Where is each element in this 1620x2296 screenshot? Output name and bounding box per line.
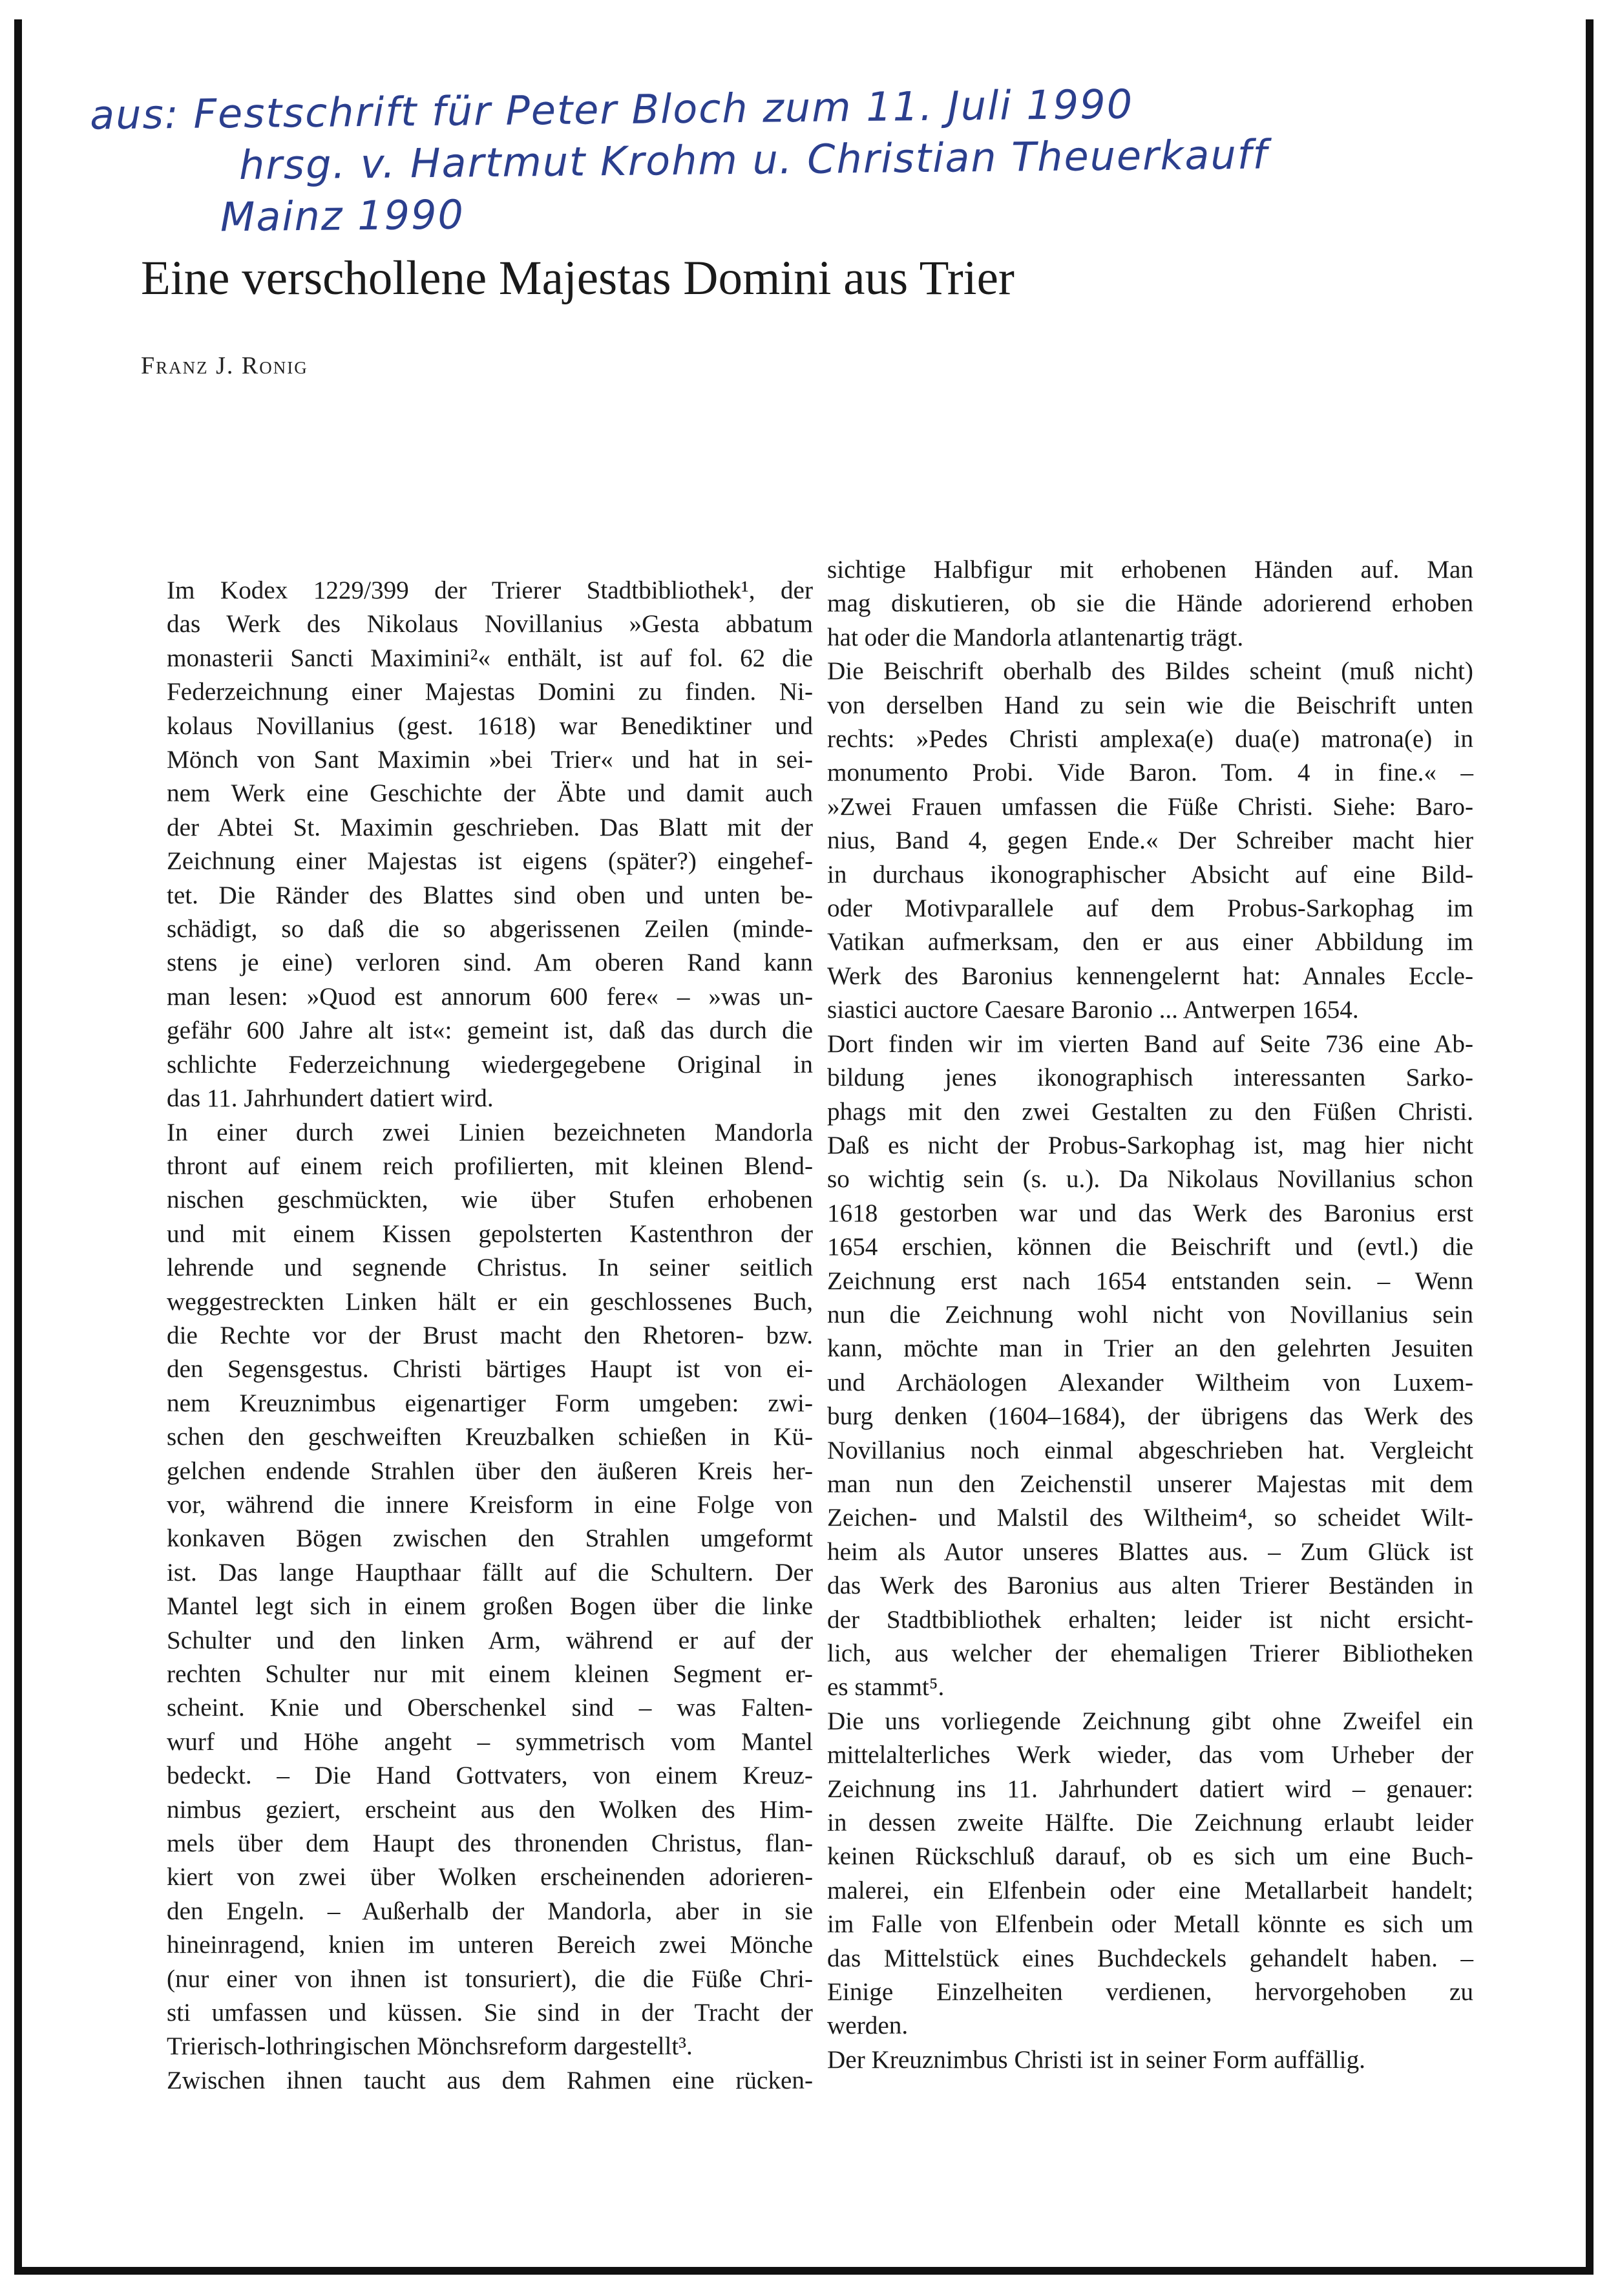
handwritten-line: aus: Festschrift für Peter Bloch zum 11. Juli 1990 xyxy=(89,80,1134,139)
text-line: siastici auctore Caesare Baronio ... Antwerpen 1654. xyxy=(827,996,1359,1024)
text-line: scheint. Knie und Oberschenkel sind – was Falten- xyxy=(167,1694,813,1722)
text-line: das Werk des Baronius aus alten Trierer Beständen in xyxy=(827,1572,1473,1600)
text-line: schädigt, so daß die so abgerissenen Zeilen (minde- xyxy=(167,915,813,943)
text-line: es stammt⁵. xyxy=(827,1673,945,1701)
text-line: konkaven Bögen zwischen den Strahlen umgeformt xyxy=(167,1524,813,1553)
text-line: das Mittelstück eines Buchdeckels gehandelt haben. – xyxy=(827,1944,1473,1972)
text-line: hineinragend, knien im unteren Bereich zwei Mönche xyxy=(167,1931,813,1959)
text-line: in durchaus ikonographischer Absicht auf eine Bild- xyxy=(827,860,1473,889)
text-line: und mit einem Kissen gepolsterten Kastenthron der xyxy=(167,1219,813,1248)
text-line: hat oder die Mandorla atlantenartig trägt. xyxy=(827,623,1244,651)
text-line: das Werk des Nikolaus Novillanius »Gesta abbatum xyxy=(167,610,813,638)
text-line: Die Beischrift oberhalb des Bildes scheint (muß nicht) xyxy=(827,657,1473,686)
text-line: man lesen: »Quod est annorum 600 fere« – »was un- xyxy=(167,982,813,1011)
text-line: den Segensgestus. Christi bärtiges Haupt ist von ei- xyxy=(167,1355,813,1384)
text-line: In einer durch zwei Linien bezeichneten Mandorla xyxy=(167,1118,813,1146)
text-line: heim als Autor unseres Blattes aus. – Zum Glück ist xyxy=(827,1537,1473,1566)
text-line: Vatikan aufmerksam, den er aus einer Abbildung im xyxy=(827,928,1473,956)
text-line: Mönch von Sant Maximin »bei Trier« und hat in sei- xyxy=(167,746,813,774)
text-line: ist. Das lange Haupthaar fällt auf die Schultern. Der xyxy=(167,1558,813,1586)
text-line: thront auf einem reich profilierten, mit kleinen Blend- xyxy=(167,1152,813,1180)
text-line: mels über dem Haupt des thronenden Christus, flan- xyxy=(167,1829,813,1858)
text-line: Werk des Baronius kennengelernt hat: Annales Eccle- xyxy=(827,962,1473,990)
text-line: man nun den Zeichenstil unserer Majestas mit dem xyxy=(827,1469,1473,1498)
text-line: Zeichnung ins 11. Jahrhundert datiert wird – genauer: xyxy=(827,1775,1473,1803)
text-line: kolaus Novillanius (gest. 1618) war Benediktiner und xyxy=(167,711,813,740)
text-line: Zeichen- und Malstil des Wiltheim⁴, so scheidet Wilt- xyxy=(827,1504,1473,1532)
text-line: sichtige Halbfigur mit erhobenen Händen auf. Man xyxy=(827,556,1473,584)
text-line: (nur einer von ihnen ist tonsuriert), die die Füße Chri- xyxy=(167,1964,813,1993)
text-line: Zwischen ihnen taucht aus dem Rahmen eine rücken- xyxy=(167,2066,813,2094)
text-line: Einige Einzelheiten verdienen, hervorgehoben zu xyxy=(827,1978,1473,2006)
text-line: phags mit den zwei Gestalten zu den Füßen Christi. xyxy=(827,1097,1473,1126)
text-line: nischen geschmückten, wie über Stufen erhobenen xyxy=(167,1186,813,1214)
text-line: bedeckt. – Die Hand Gottvaters, von einem Kreuz- xyxy=(167,1762,813,1790)
text-line: Schulter und den linken Arm, während er auf der xyxy=(167,1626,813,1654)
text-line: nem Werk eine Geschichte der Äbte und damit auch xyxy=(167,779,813,808)
text-line: so wichtig sein (s. u.). Da Nikolaus Novillanius schon xyxy=(827,1165,1473,1194)
text-line: Dort finden wir im vierten Band auf Seite 736 eine Ab- xyxy=(827,1029,1473,1058)
text-line: der Stadtbibliothek erhalten; leider ist nicht ersicht- xyxy=(827,1605,1473,1634)
text-line: Zeichnung erst nach 1654 entstanden sein. – Wenn xyxy=(827,1267,1473,1295)
text-line: oder Motivparallele auf dem Probus-Sarkophag im xyxy=(827,894,1473,923)
text-line: Zeichnung einer Majestas ist eigens (später?) eingehef- xyxy=(167,847,813,876)
text-line: sti umfassen und küssen. Sie sind in der Tracht der xyxy=(167,1999,813,2027)
text-line: Trierisch-lothringischen Mönchsreform dargestellt³. xyxy=(167,2032,693,2061)
text-line: Daß es nicht der Probus-Sarkophag ist, mag hier nicht xyxy=(827,1131,1473,1159)
text-line: »Zwei Frauen umfassen die Füße Christi. Siehe: Baro- xyxy=(827,792,1473,821)
text-line: im Falle von Elfenbein oder Metall könnte es sich um xyxy=(827,1910,1473,1939)
text-line: nius, Band 4, gegen Ende.« Der Schreiber macht hier xyxy=(827,827,1473,855)
text-line: 1618 gestorben war und das Werk des Baronius erst xyxy=(827,1199,1473,1227)
text-line: mag diskutieren, ob sie die Hände adorierend erhoben xyxy=(827,589,1473,618)
text-line: schlichte Federzeichnung wiedergegebene Original in xyxy=(167,1050,813,1079)
text-line: nimbus geziert, erscheint aus den Wolken des Him- xyxy=(167,1795,813,1824)
text-line: das 11. Jahrhundert datiert wird. xyxy=(167,1084,494,1113)
text-line: nun die Zeichnung wohl nicht von Novillanius sein xyxy=(827,1300,1473,1329)
text-line: kiert von zwei über Wolken erscheinenden adorieren- xyxy=(167,1863,813,1891)
text-line: in dessen zweite Hälfte. Die Zeichnung erlaubt leider xyxy=(827,1809,1473,1837)
text-line: monumento Probi. Vide Baron. Tom. 4 in fine.« – xyxy=(827,759,1473,787)
text-line: gefähr 600 Jahre alt ist«: gemeint ist, daß das durch die xyxy=(167,1016,813,1045)
text-line: Novillanius noch einmal abgeschrieben hat. Vergleicht xyxy=(827,1436,1473,1464)
text-line: Die uns vorliegende Zeichnung gibt ohne Zweifel ein xyxy=(827,1707,1473,1735)
text-line: Federzeichnung einer Majestas Domini zu finden. Ni- xyxy=(167,678,813,706)
text-line: burg denken (1604–1684), der übrigens das Werk des xyxy=(827,1402,1473,1431)
text-line: Mantel legt sich in einem großen Bogen über die linke xyxy=(167,1592,813,1621)
text-line: den Engeln. – Außerhalb der Mandorla, aber in sie xyxy=(167,1897,813,1925)
text-line: die Rechte vor der Brust macht den Rhetoren- bzw. xyxy=(167,1321,813,1349)
text-line: nem Kreuznimbus eigenartiger Form umgeben: zwi- xyxy=(167,1389,813,1417)
text-line: tet. Die Ränder des Blattes sind oben und unten be- xyxy=(167,881,813,909)
handwritten-line: hrsg. v. Hartmut Krohm u. Christian Theuerkauff xyxy=(238,131,1268,189)
text-line: monasterii Sancti Maximini²« enthält, ist auf fol. 62 die xyxy=(167,644,813,672)
text-line: und Archäologen Alexander Wiltheim von Luxem- xyxy=(827,1368,1473,1396)
text-column-left xyxy=(167,574,813,2098)
text-line: malerei, ein Elfenbein oder eine Metallarbeit handelt; xyxy=(827,1876,1473,1904)
text-line: wurf und Höhe angeht – symmetrisch vom Mantel xyxy=(167,1727,813,1756)
text-column-right xyxy=(827,553,1473,2077)
text-line: kann, möchte man in Trier an den gelehrten Jesuiten xyxy=(827,1334,1473,1363)
handwritten-annotation xyxy=(90,76,1383,245)
text-line: werden. xyxy=(827,2012,909,2040)
article-title: Eine verschollene Majestas Domini aus Trier xyxy=(141,251,1015,305)
author-name: Franz J. Ronig xyxy=(141,352,308,379)
text-line: Im Kodex 1229/399 der Trierer Stadtbibliothek¹, der xyxy=(167,576,813,604)
text-line: rechten Schulter nur mit einem kleinen Segment er- xyxy=(167,1660,813,1688)
text-line: Der Kreuznimbus Christi ist in seiner Form auffällig. xyxy=(827,2045,1365,2074)
text-line: gelchen endende Strahlen über den äußeren Kreis her- xyxy=(167,1457,813,1485)
text-line: rechts: »Pedes Christi amplexa(e) dua(e) matrona(e) in xyxy=(827,725,1473,753)
text-line: vor, während die innere Kreisform in eine Folge von xyxy=(167,1490,813,1519)
text-line: mittelalterliches Werk wieder, das vom Urheber der xyxy=(827,1741,1473,1769)
text-line: lehrende und segnende Christus. In seiner seitlich xyxy=(167,1254,813,1282)
text-line: von derselben Hand zu sein wie die Beischrift unten xyxy=(827,691,1473,719)
text-line: 1654 erschien, können die Beischrift und (evtl.) die xyxy=(827,1233,1473,1261)
text-line: schen den geschweiften Kreuzbalken schießen in Kü- xyxy=(167,1423,813,1451)
text-line: lich, aus welcher der ehemaligen Trierer Bibliotheken xyxy=(827,1639,1473,1667)
text-line: weggestreckten Linken hält er ein geschlossenes Buch, xyxy=(167,1287,813,1316)
text-line: der Abtei St. Maximin geschrieben. Das Blatt mit der xyxy=(167,813,813,841)
text-line: bildung jenes ikonographisch interessanten Sarko- xyxy=(827,1064,1473,1092)
text-line: stens je eine) verloren sind. Am oberen Rand kann xyxy=(167,949,813,977)
handwritten-line: Mainz 1990 xyxy=(220,191,465,241)
text-line: keinen Rückschluß darauf, ob es sich um eine Buch- xyxy=(827,1842,1473,1871)
